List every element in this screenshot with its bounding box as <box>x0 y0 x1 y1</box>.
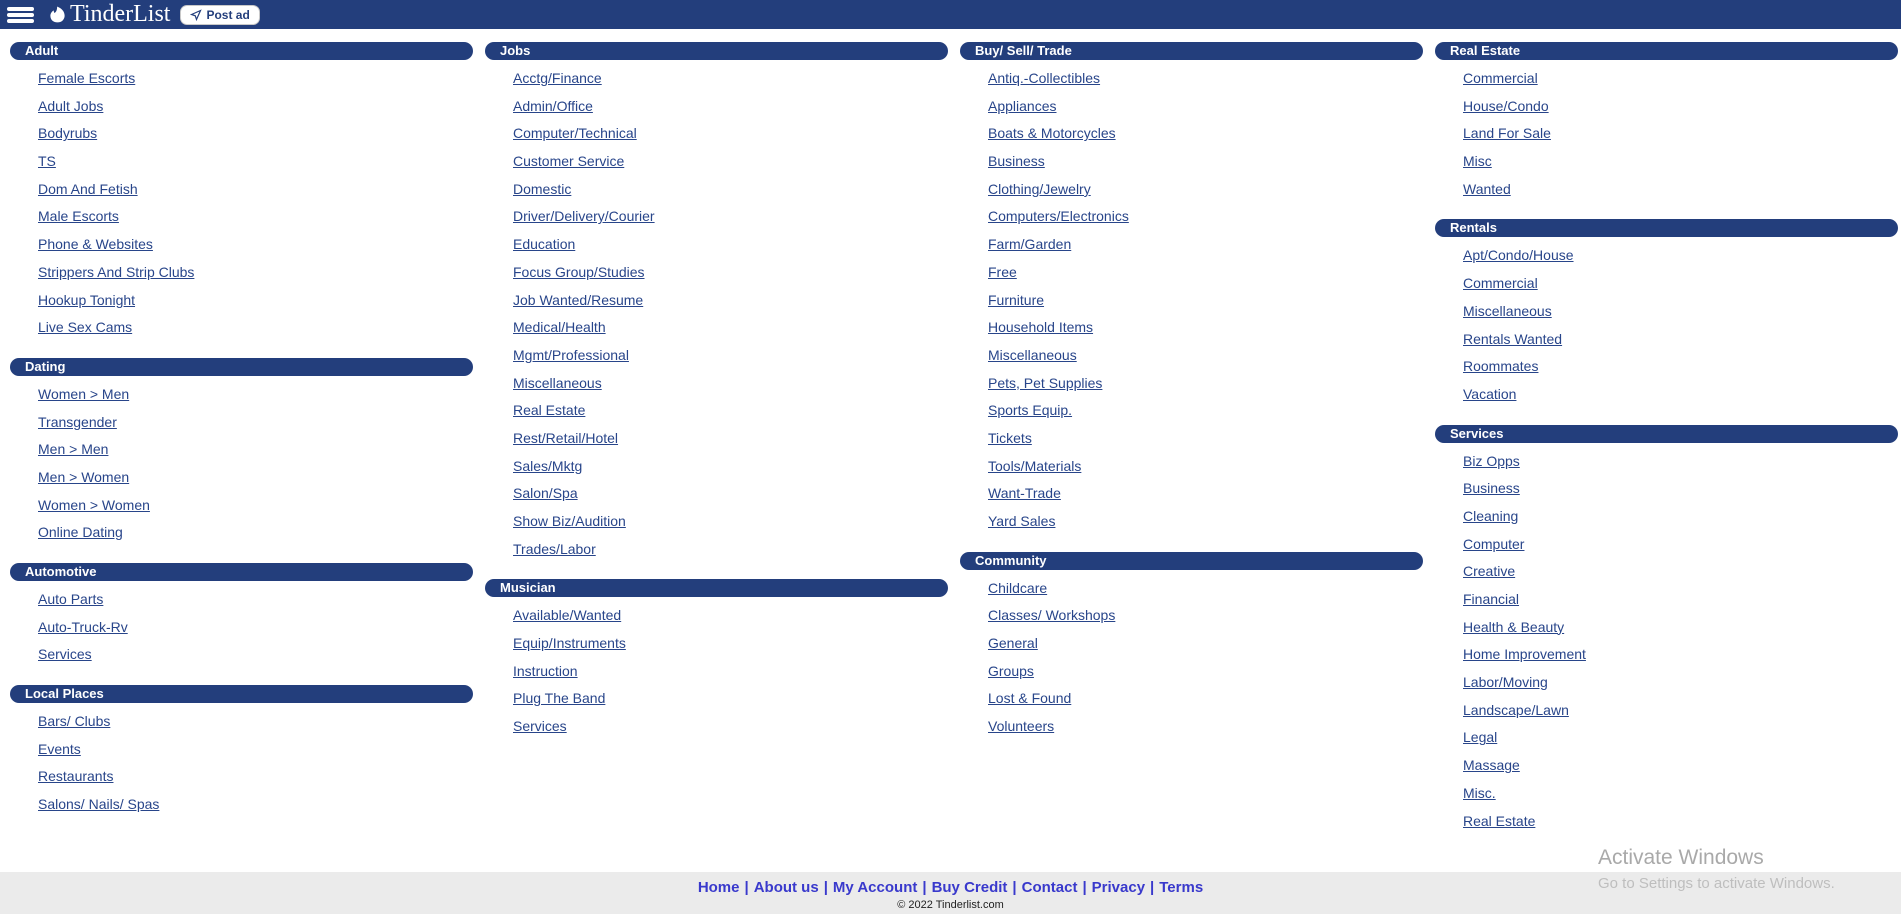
category-link[interactable]: Vacation <box>1463 385 1517 402</box>
category-section <box>10 563 473 669</box>
category-section <box>10 358 473 547</box>
category-link[interactable]: Antiq.-Collectibles <box>988 70 1101 86</box>
section-header: Dating <box>10 358 473 376</box>
footer-link[interactable]: Privacy <box>1091 879 1146 896</box>
footer-nav <box>0 872 1901 896</box>
category-link[interactable]: Business <box>988 153 1045 170</box>
footer-separator: | <box>1012 879 1017 896</box>
footer-link[interactable]: Terms <box>1159 879 1204 896</box>
category-link[interactable]: Male Escorts <box>38 208 119 225</box>
paper-plane-icon <box>190 9 202 21</box>
section-header: Services <box>1435 425 1898 443</box>
category-section <box>960 552 1423 741</box>
category-section <box>10 685 473 819</box>
category-link[interactable]: Admin/Office <box>513 97 593 114</box>
category-link[interactable]: Computer <box>1463 535 1525 552</box>
watermark-subtitle: Go to Settings to activate Windows. <box>1598 875 1835 892</box>
category-link[interactable]: Lost & Found <box>988 690 1072 707</box>
brand-name: TinderList <box>70 1 171 27</box>
footer-separator: | <box>823 879 828 896</box>
category-link[interactable]: Sales/Mktg <box>513 457 583 474</box>
category-link[interactable]: Available/Wanted <box>513 607 622 624</box>
category-link[interactable]: Live Sex Cams <box>38 319 133 336</box>
footer-link[interactable]: About us <box>753 879 819 896</box>
category-link[interactable]: Rentals Wanted <box>1463 330 1563 347</box>
section-header: Automotive <box>10 563 473 581</box>
category-link[interactable]: Land For Sale <box>1463 125 1551 142</box>
category-link[interactable]: Tools/Materials <box>988 457 1082 474</box>
category-link[interactable]: Wanted <box>1463 180 1511 197</box>
category-link[interactable]: Health & Beauty <box>1463 618 1565 635</box>
section-header: Community <box>960 552 1423 570</box>
category-link[interactable]: Trades/Labor <box>513 540 596 557</box>
category-link[interactable]: Hookup Tonight <box>38 291 136 308</box>
category-link[interactable]: Business <box>1463 480 1520 497</box>
category-columns <box>0 29 1901 851</box>
category-link[interactable]: Education <box>513 236 576 253</box>
footer-link[interactable]: Home <box>697 879 740 896</box>
category-link[interactable]: Appliances <box>988 97 1057 114</box>
category-link[interactable]: Misc <box>1463 153 1492 170</box>
category-link[interactable]: Home Improvement <box>1463 646 1586 663</box>
footer-separator: | <box>922 879 927 896</box>
category-link[interactable]: Miscellaneous <box>1463 302 1552 319</box>
category-link[interactable]: Miscellaneous <box>513 374 602 391</box>
category-link[interactable]: Pets, Pet Supplies <box>988 374 1103 391</box>
category-link[interactable]: Clothing/Jewelry <box>988 180 1091 197</box>
section-header: Local Places <box>10 685 473 703</box>
category-link[interactable]: Commercial <box>1463 275 1538 292</box>
section-header: Adult <box>10 42 473 60</box>
category-link[interactable]: Strippers And Strip Clubs <box>38 263 195 280</box>
copyright-text: © 2022 Tinderlist.com <box>897 899 1004 911</box>
section-header: Real Estate <box>1435 42 1898 60</box>
flame-icon <box>48 3 67 26</box>
category-link[interactable]: Creative <box>1463 563 1516 580</box>
category-link[interactable]: Yard Sales <box>988 513 1056 529</box>
category-link[interactable]: Computers/Electronics <box>988 208 1129 225</box>
category-link[interactable]: Men > Women <box>38 468 130 485</box>
category-link[interactable]: Biz Opps <box>1463 452 1520 469</box>
category-link[interactable]: Auto Parts <box>38 591 104 607</box>
section-header: Jobs <box>485 42 948 60</box>
category-link[interactable]: Instruction <box>513 662 578 679</box>
footer-separator: | <box>1150 879 1155 896</box>
category-link[interactable]: Financial <box>1463 591 1520 607</box>
category-link[interactable]: Adult Jobs <box>38 97 104 114</box>
category-link[interactable]: Real Estate <box>1463 812 1536 829</box>
category-link[interactable]: Want-Trade <box>988 485 1061 502</box>
footer-link[interactable]: My Account <box>832 879 918 896</box>
category-link[interactable]: Equip/Instruments <box>513 635 626 652</box>
category-column <box>1435 42 1898 851</box>
category-link[interactable]: Driver/Delivery/Courier <box>513 208 655 225</box>
category-column <box>10 42 473 835</box>
footer-separator: | <box>1082 879 1087 896</box>
category-link[interactable]: Miscellaneous <box>988 346 1077 363</box>
category-link[interactable]: Tickets <box>988 429 1032 446</box>
category-link[interactable]: Acctg/Finance <box>513 70 602 86</box>
category-link[interactable]: Sports Equip. <box>988 402 1073 419</box>
category-link[interactable]: Services <box>38 646 92 663</box>
category-link[interactable]: Commercial <box>1463 70 1538 86</box>
category-link[interactable]: Real Estate <box>513 402 586 419</box>
category-link[interactable]: Free <box>988 263 1017 280</box>
category-link[interactable]: Medical/Health <box>513 319 606 336</box>
footer-separator: | <box>744 879 749 896</box>
category-link[interactable]: Dom And Fetish <box>38 180 138 197</box>
category-section <box>1435 42 1898 203</box>
category-link[interactable]: Phone & Websites <box>38 236 153 253</box>
category-link[interactable]: Roommates <box>1463 358 1539 375</box>
category-link[interactable]: Computer/Technical <box>513 125 637 142</box>
category-link[interactable]: Rest/Retail/Hotel <box>513 429 619 446</box>
category-link[interactable]: Plug The Band <box>513 690 606 707</box>
page-footer <box>0 872 1901 914</box>
category-link[interactable]: Salons/ Nails/ Spas <box>38 796 160 813</box>
category-link[interactable]: Household Items <box>988 319 1094 336</box>
category-link[interactable]: Women > Women <box>38 496 150 513</box>
category-link[interactable]: General <box>988 635 1038 652</box>
category-link[interactable]: Childcare <box>988 579 1048 596</box>
category-link[interactable]: Massage <box>1463 757 1520 774</box>
category-link[interactable]: Men > Men <box>38 441 109 458</box>
category-column <box>960 42 1423 757</box>
category-link[interactable]: Auto-Truck-Rv <box>38 618 128 635</box>
category-link[interactable]: Transgender <box>38 413 117 430</box>
category-link[interactable]: Customer Service <box>513 153 625 170</box>
category-link[interactable]: Restaurants <box>38 768 114 785</box>
category-link[interactable]: Volunteers <box>988 718 1055 735</box>
category-link[interactable]: Focus Group/Studies <box>513 263 645 280</box>
category-section <box>1435 425 1898 836</box>
category-link[interactable]: House/Condo <box>1463 97 1549 114</box>
category-link[interactable]: Groups <box>988 662 1034 679</box>
hamburger-menu-icon[interactable] <box>7 7 34 23</box>
category-link[interactable]: Labor/Moving <box>1463 674 1548 691</box>
category-link[interactable]: Boats & Motorcycles <box>988 125 1116 142</box>
category-link[interactable]: Salon/Spa <box>513 485 578 502</box>
category-link[interactable]: Domestic <box>513 180 572 197</box>
category-link[interactable]: Classes/ Workshops <box>988 607 1116 624</box>
category-link[interactable]: Female Escorts <box>38 70 136 86</box>
category-link[interactable]: Apt/Condo/House <box>1463 247 1574 264</box>
category-link[interactable]: TS <box>38 153 56 170</box>
footer-link[interactable]: Contact <box>1021 879 1078 896</box>
category-section <box>1435 219 1898 408</box>
section-header: Buy/ Sell/ Trade <box>960 42 1423 60</box>
category-link[interactable]: Job Wanted/Resume <box>513 291 644 308</box>
section-header: Musician <box>485 579 948 597</box>
section-header: Rentals <box>1435 219 1898 237</box>
category-section <box>485 42 948 563</box>
category-link[interactable]: Cleaning <box>1463 507 1519 524</box>
category-link[interactable]: Events <box>38 740 81 757</box>
brand-logo[interactable] <box>48 0 170 29</box>
category-link[interactable]: Farm/Garden <box>988 236 1072 253</box>
category-section <box>485 579 948 740</box>
category-section <box>10 42 473 342</box>
category-link[interactable]: Landscape/Lawn <box>1463 701 1569 718</box>
category-column <box>485 42 948 757</box>
category-link[interactable]: Furniture <box>988 291 1045 308</box>
category-link[interactable]: Bars/ Clubs <box>38 713 111 730</box>
category-link[interactable]: Services <box>513 718 567 735</box>
category-link[interactable]: Misc. <box>1463 784 1496 801</box>
category-section <box>960 42 1423 536</box>
footer-link[interactable]: Buy Credit <box>931 879 1008 896</box>
category-link[interactable]: Mgmt/Professional <box>513 346 629 363</box>
category-link[interactable]: Bodyrubs <box>38 125 98 142</box>
category-link[interactable]: Online Dating <box>38 524 123 541</box>
category-link[interactable]: Women > Men <box>38 385 130 402</box>
top-navigation-bar <box>0 0 1901 29</box>
post-ad-label: Post ad <box>206 7 250 22</box>
post-ad-button[interactable] <box>180 5 259 25</box>
category-link[interactable]: Legal <box>1463 729 1498 746</box>
watermark-title: Activate Windows <box>1598 846 1764 869</box>
category-link[interactable]: Show Biz/Audition <box>513 513 626 529</box>
